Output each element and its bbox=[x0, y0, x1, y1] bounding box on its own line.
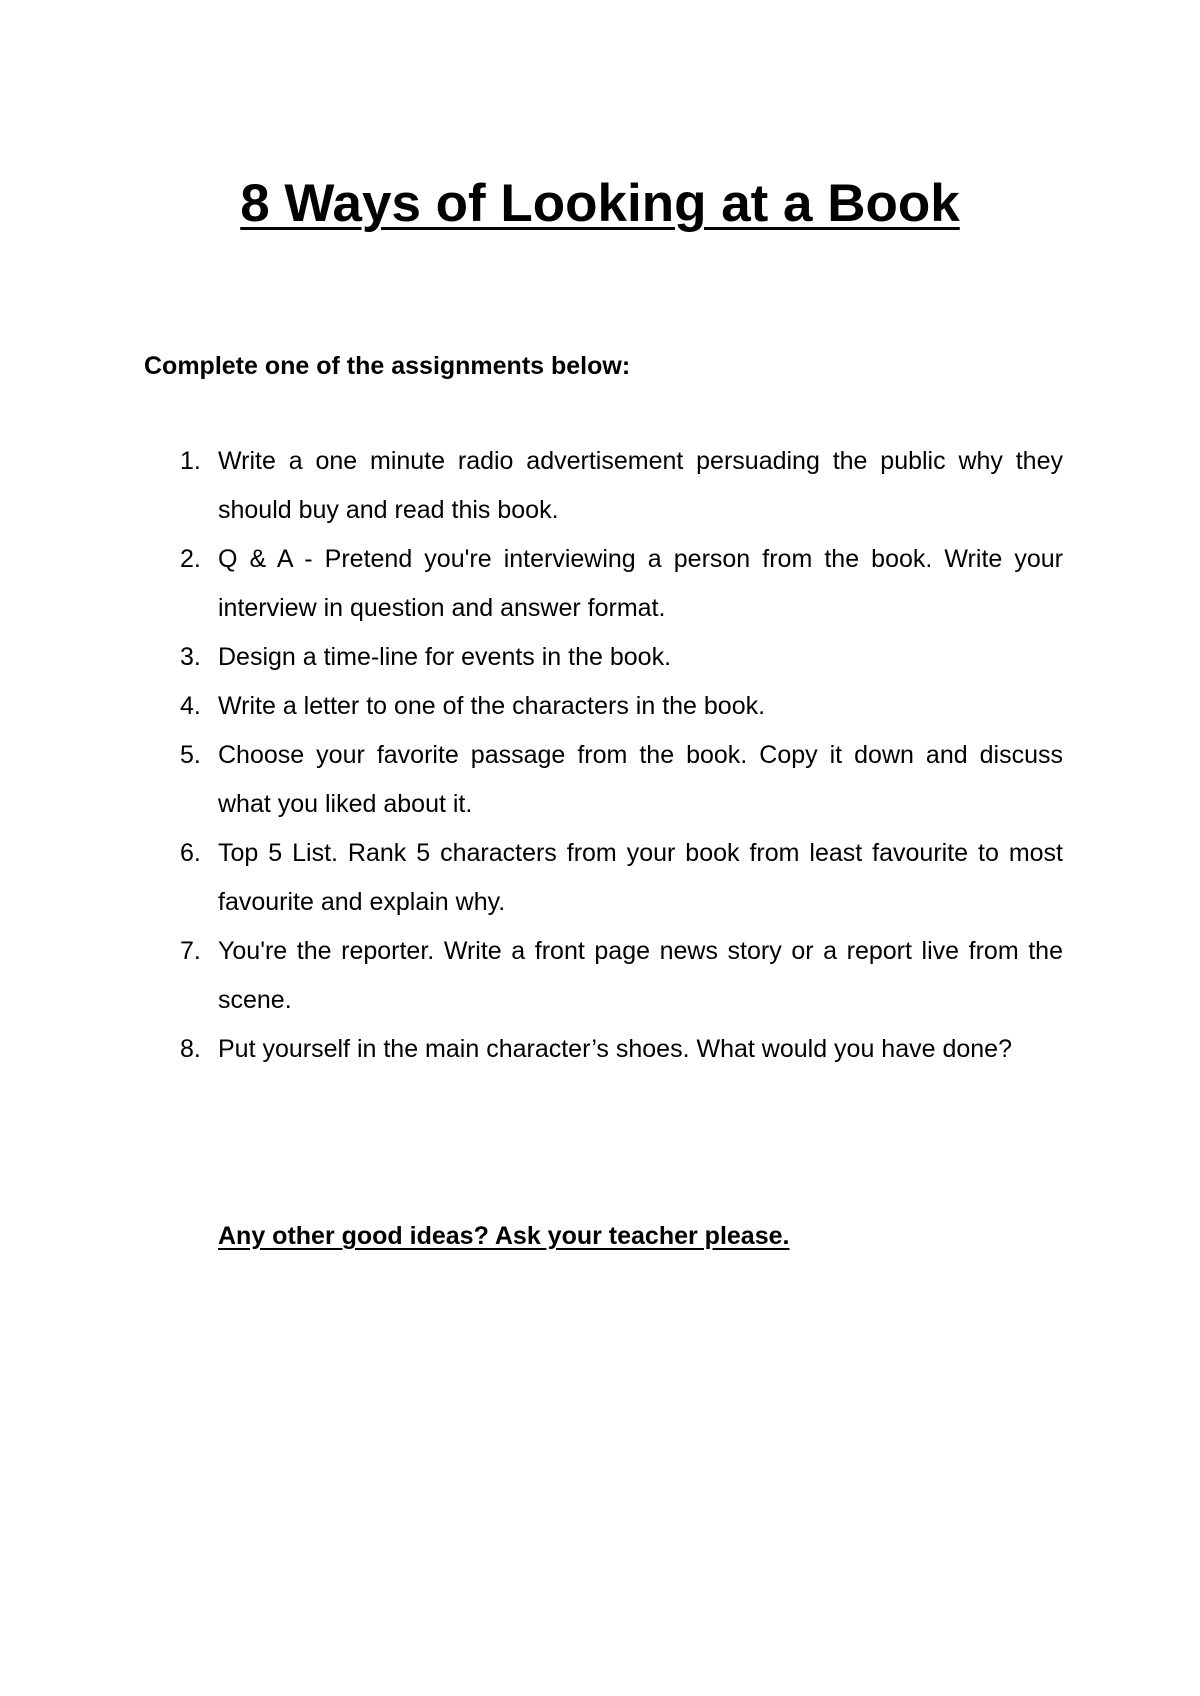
assignment-text: Choose your favorite passage from the book. Copy it down and discuss what you liked about it. bbox=[218, 741, 1063, 818]
assignment-number: 4. bbox=[180, 692, 201, 720]
instructions-heading: Complete one of the assignments below: bbox=[144, 352, 631, 380]
assignment-item-4 bbox=[180, 682, 1063, 731]
assignment-item-5 bbox=[180, 731, 1063, 829]
assignment-item-7 bbox=[180, 927, 1063, 1025]
assignment-number: 1. bbox=[180, 447, 201, 475]
assignment-item-8 bbox=[180, 1025, 1063, 1074]
assignment-item-6 bbox=[180, 829, 1063, 927]
assignment-number: 5. bbox=[180, 741, 201, 769]
assignment-text: Write a letter to one of the characters in the book. bbox=[218, 692, 766, 720]
assignment-text: Design a time-line for events in the book. bbox=[218, 643, 672, 671]
assignment-item-1 bbox=[180, 437, 1063, 535]
assignment-number: 6. bbox=[180, 839, 201, 867]
assignment-item-3 bbox=[180, 633, 1063, 682]
assignment-number: 3. bbox=[180, 643, 201, 671]
assignment-text: You're the reporter. Write a front page news story or a report live from the scene. bbox=[218, 937, 1063, 1014]
assignment-text: Q & A - Pretend you're interviewing a person from the book. Write your interview in question and answer format. bbox=[218, 545, 1063, 622]
assignment-list bbox=[180, 437, 1063, 1074]
assignment-number: 2. bbox=[180, 545, 201, 573]
assignment-text: Top 5 List. Rank 5 characters from your book from least favourite to most favourite and explain why. bbox=[218, 839, 1063, 916]
assignment-text: Put yourself in the main character’s shoes. What would you have done? bbox=[218, 1035, 1012, 1063]
assignment-text: Write a one minute radio advertisement persuading the public why they should buy and read this book. bbox=[218, 447, 1063, 524]
assignment-number: 7. bbox=[180, 937, 201, 965]
closing-note: Any other good ideas? Ask your teacher please. bbox=[218, 1222, 790, 1250]
assignment-item-2 bbox=[180, 535, 1063, 633]
page-title: 8 Ways of Looking at a Book bbox=[240, 174, 960, 233]
assignment-number: 8. bbox=[180, 1035, 201, 1063]
